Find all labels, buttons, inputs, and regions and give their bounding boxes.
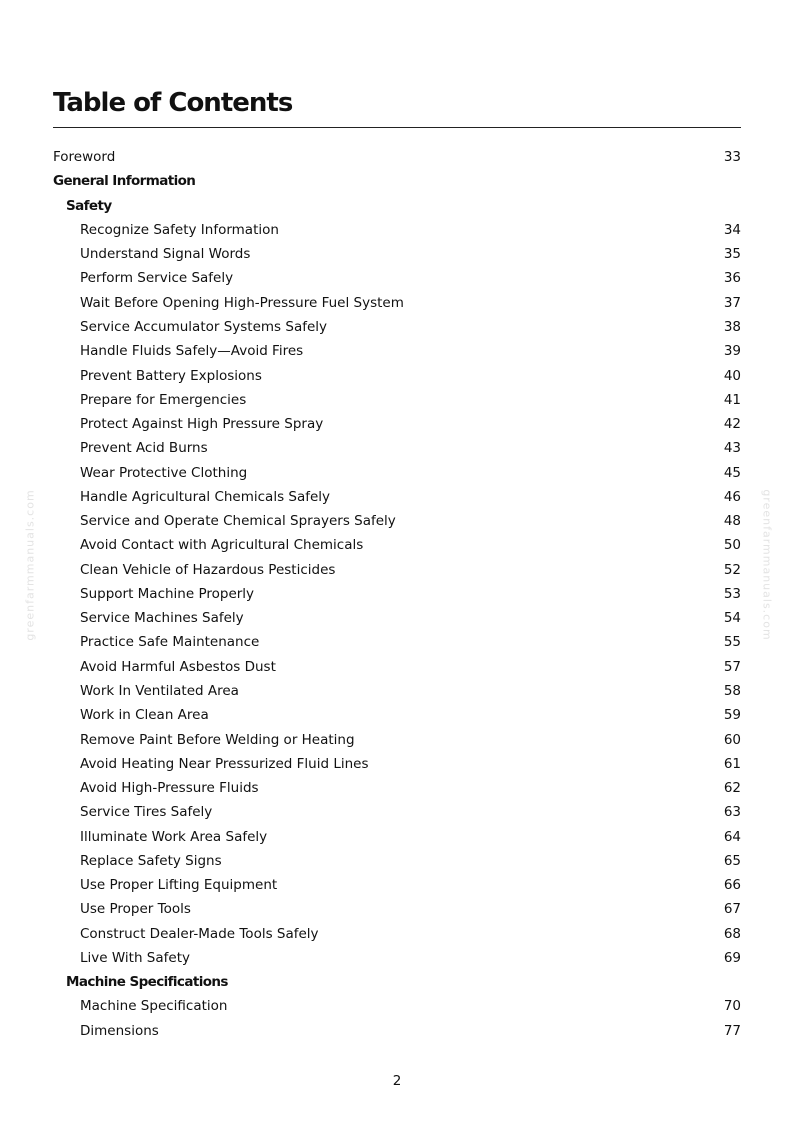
toc-entry-label: Wear Protective Clothing — [80, 464, 248, 481]
toc-entry[interactable] — [53, 606, 741, 630]
toc-entry[interactable] — [53, 800, 741, 824]
toc-entry-page: 63 — [723, 804, 741, 821]
toc-section-heading — [53, 194, 741, 218]
toc-entry-label: Wait Before Opening High-Pressure Fuel System — [80, 294, 404, 311]
toc-entry[interactable] — [53, 703, 741, 727]
toc-entry-label: General Information — [53, 173, 196, 190]
toc-entry-page: 69 — [723, 949, 741, 966]
toc-entry-page: 50 — [723, 537, 741, 554]
toc-entry-label: Avoid Harmful Asbestos Dust — [80, 658, 276, 675]
toc-entry-page: 54 — [723, 610, 741, 627]
toc-entry-label: Machine Specifications — [66, 974, 228, 991]
toc-entry-page: 60 — [723, 731, 741, 748]
toc-entry-page: 62 — [723, 780, 741, 797]
toc-entry-page: 37 — [723, 294, 741, 311]
toc-entry-label: Service and Operate Chemical Sprayers Safely — [80, 513, 396, 530]
toc-entry-label: Protect Against High Pressure Spray — [80, 416, 324, 433]
toc-entry-page: 67 — [723, 901, 741, 918]
toc-entry[interactable] — [53, 922, 741, 946]
toc-entry-label: Recognize Safety Information — [80, 221, 279, 238]
toc-entry[interactable] — [53, 679, 741, 703]
toc-entry-label: Work In Ventilated Area — [80, 682, 239, 699]
toc-entry-page: 66 — [723, 877, 741, 894]
toc-entry-page: 58 — [723, 682, 741, 699]
toc-entry-label: Illuminate Work Area Safely — [80, 828, 268, 845]
title-divider — [53, 127, 741, 128]
toc-entry-label: Prepare for Emergencies — [80, 391, 247, 408]
toc-entry[interactable] — [53, 145, 741, 169]
toc-entry[interactable] — [53, 460, 741, 484]
toc-entry-page: 59 — [723, 707, 741, 724]
toc-entry-label: Clean Vehicle of Hazardous Pesticides — [80, 561, 336, 578]
toc-entry[interactable] — [53, 655, 741, 679]
toc-entry-page: 36 — [723, 270, 741, 287]
toc-entry-page: 38 — [723, 318, 741, 335]
toc-entry-label: Service Accumulator Systems Safely — [80, 318, 328, 335]
toc-section-heading — [53, 169, 741, 193]
toc-entry-label: Remove Paint Before Welding or Heating — [80, 731, 355, 748]
toc-entry[interactable] — [53, 509, 741, 533]
toc-entry-page: 46 — [723, 488, 741, 505]
toc-entry-page: 52 — [723, 561, 741, 578]
toc-section-heading — [53, 970, 741, 994]
toc-entry-page: 68 — [723, 925, 741, 942]
toc-entry[interactable] — [53, 946, 741, 970]
toc-entry-label: Machine Specification — [80, 998, 228, 1015]
watermark-left: greenfarmmanuals.com — [23, 489, 37, 641]
toc-entry-label: Perform Service Safely — [80, 270, 234, 287]
toc-entry[interactable] — [53, 873, 741, 897]
toc-entry[interactable] — [53, 388, 741, 412]
toc-entry[interactable] — [53, 897, 741, 921]
toc-entry-page: 33 — [723, 149, 741, 166]
toc-entry-page: 70 — [723, 998, 741, 1015]
toc-entry-label: Practice Safe Maintenance — [80, 634, 260, 651]
toc-entry-page: 39 — [723, 343, 741, 360]
watermark-right: greenfarmmanuals.com — [760, 489, 774, 641]
toc-entry-label: Avoid Contact with Agricultural Chemicals — [80, 537, 364, 554]
toc-entry-label: Safety — [66, 197, 112, 214]
toc-entry-page: 48 — [723, 513, 741, 530]
toc-entry[interactable] — [53, 582, 741, 606]
toc-entry[interactable] — [53, 849, 741, 873]
toc-entry-label: Handle Fluids Safely—Avoid Fires — [80, 343, 304, 360]
toc-entry[interactable] — [53, 485, 741, 509]
toc-entry-label: Replace Safety Signs — [80, 852, 222, 869]
toc-entry-page: 43 — [723, 440, 741, 457]
toc-entry-page: 40 — [723, 367, 741, 384]
toc-entry-page: 53 — [723, 585, 741, 602]
toc-entry[interactable] — [53, 412, 741, 436]
toc-entry[interactable] — [53, 824, 741, 848]
toc-entry-label: Use Proper Tools — [80, 901, 191, 918]
toc-entry-label: Service Tires Safely — [80, 804, 213, 821]
toc-entry-page: 77 — [723, 1022, 741, 1039]
toc-entry[interactable] — [53, 752, 741, 776]
table-of-contents — [53, 145, 741, 1043]
toc-entry[interactable] — [53, 339, 741, 363]
toc-entry[interactable] — [53, 218, 741, 242]
toc-entry-label: Avoid Heating Near Pressurized Fluid Lines — [80, 755, 369, 772]
toc-entry-page: 35 — [723, 246, 741, 263]
toc-entry-label: Live With Safety — [80, 949, 190, 966]
toc-entry-page: 42 — [723, 416, 741, 433]
toc-entry[interactable] — [53, 242, 741, 266]
toc-entry-label: Use Proper Lifting Equipment — [80, 877, 278, 894]
toc-entry-page: 64 — [723, 828, 741, 845]
toc-entry[interactable] — [53, 315, 741, 339]
page-title: Table of Contents — [53, 88, 293, 118]
toc-entry-page: 55 — [723, 634, 741, 651]
toc-entry-label: Construct Dealer-Made Tools Safely — [80, 925, 319, 942]
toc-entry-label: Foreword — [53, 149, 116, 166]
toc-entry-label: Handle Agricultural Chemicals Safely — [80, 488, 331, 505]
toc-entry[interactable] — [53, 558, 741, 582]
toc-entry-label: Service Machines Safely — [80, 610, 244, 627]
toc-entry-page: 41 — [723, 391, 741, 408]
toc-entry-page: 61 — [723, 755, 741, 772]
toc-entry-label: Avoid High-Pressure Fluids — [80, 780, 259, 797]
page-number: 2 — [392, 1073, 402, 1089]
toc-entry[interactable] — [53, 533, 741, 557]
toc-entry[interactable] — [53, 630, 741, 654]
toc-entry-page: 45 — [723, 464, 741, 481]
toc-entry[interactable] — [53, 291, 741, 315]
toc-entry[interactable] — [53, 727, 741, 751]
toc-entry-label: Support Machine Properly — [80, 585, 255, 602]
toc-entry[interactable] — [53, 436, 741, 460]
toc-entry-label: Work in Clean Area — [80, 707, 209, 724]
toc-entry-label: Prevent Acid Burns — [80, 440, 208, 457]
toc-entry[interactable] — [53, 1019, 741, 1043]
toc-entry[interactable] — [53, 266, 741, 290]
toc-entry-label: Understand Signal Words — [80, 246, 251, 263]
toc-entry-page: 65 — [723, 852, 741, 869]
toc-entry-page: 34 — [723, 221, 741, 238]
toc-entry-label: Prevent Battery Explosions — [80, 367, 262, 384]
toc-entry[interactable] — [53, 776, 741, 800]
toc-entry[interactable] — [53, 363, 741, 387]
toc-entry[interactable] — [53, 994, 741, 1018]
toc-entry-page: 57 — [723, 658, 741, 675]
toc-entry-label: Dimensions — [80, 1022, 159, 1039]
